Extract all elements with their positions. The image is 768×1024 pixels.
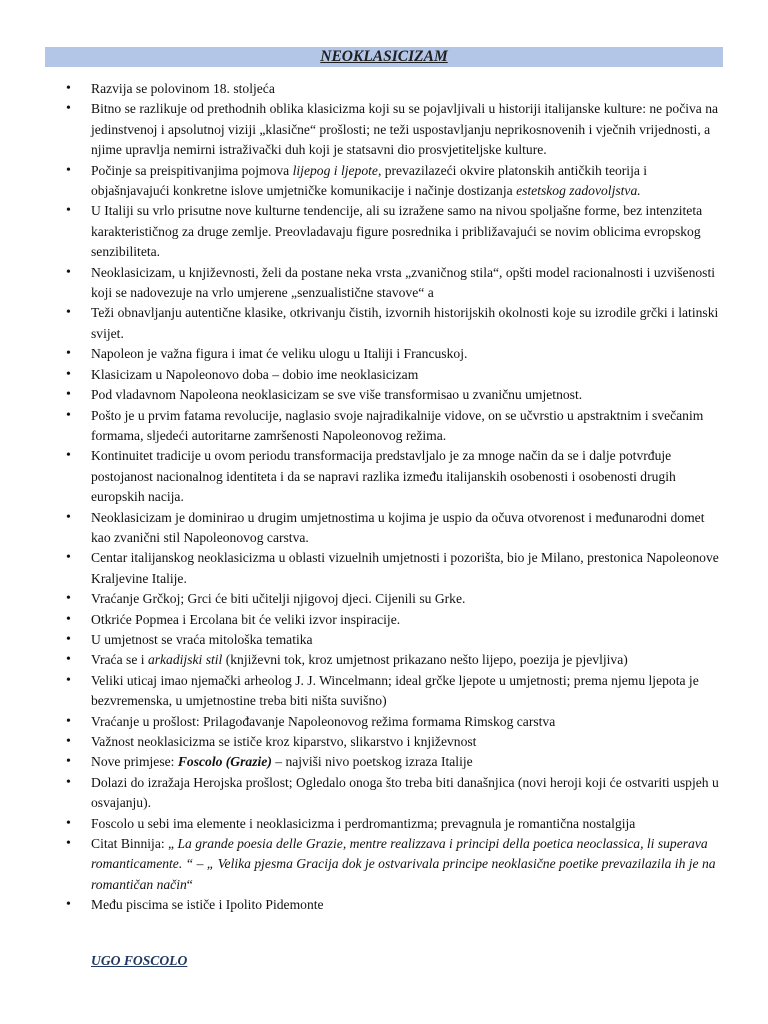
text-segment: Dolazi do izražaja Herojska prošlost; Ogledalo onoga što treba biti današnjica (novi heroji koji će ostvariti uspjeh u osvajanju). xyxy=(91,774,719,811)
bullet-list xyxy=(0,79,768,916)
list-item xyxy=(0,365,768,385)
text-segment: arkadijski stil xyxy=(147,652,223,668)
list-item xyxy=(0,773,768,814)
text-segment: estetskog zadovoljstva. xyxy=(516,183,641,199)
text-segment: Veliki uticaj imao njemački arheolog J. J. Wincelmann; ideal grčke ljepote u umjetnosti; prema njemu ljepota je bezvremenska, u umjetnostine treba biti ništa suvišno) xyxy=(91,672,699,709)
list-item xyxy=(0,99,768,160)
page-title: NEOKLASICIZAM xyxy=(45,47,723,67)
list-item xyxy=(0,671,768,712)
text-segment: “ xyxy=(186,876,193,892)
text-segment: Teži obnavljanju autentične klasike, otkrivanju čistih, izvornih historijskih okolnosti koje su izrodile grčki i latinski svijet. xyxy=(91,305,719,341)
text-segment: Počinje sa preispitivanjima pojmova xyxy=(91,162,293,178)
list-item xyxy=(0,406,768,447)
text-segment: Napoleon je važna figura i imat će veliku ulogu u Italiji i Francuskoj. xyxy=(91,346,468,362)
list-item xyxy=(0,712,768,732)
text-segment: Pod vladavnom Napoleona neoklasicizam se sve više transformisao u zvaničnu umjetnost. xyxy=(91,387,583,403)
text-segment: Važnost neoklasicizma se ističe kroz kiparstvo, slikarstvo i književnost xyxy=(91,734,477,749)
list-item xyxy=(0,79,768,99)
list-item xyxy=(0,610,768,630)
text-segment: La grande poesia delle Grazie, mentre realizzava i principi della poetica neoclassica, li superava romanticamente. “ – „ Velika pjesma Gracija dok je ostvarivala principe neoklasične poetike prevazilazila ih je na romantičan način xyxy=(91,836,716,892)
list-item xyxy=(0,895,768,915)
list-item xyxy=(0,446,768,507)
text-segment: Među piscima se ističe i Ipolito Pidemonte xyxy=(91,897,324,913)
list-item xyxy=(0,508,768,549)
text-segment: Foscolo (Grazie) xyxy=(177,754,272,770)
section-heading-ugo-foscolo[interactable]: UGO FOSCOLO xyxy=(91,953,188,968)
list-item xyxy=(0,752,768,772)
list-item xyxy=(0,161,768,202)
list-item xyxy=(0,732,768,752)
list-item xyxy=(0,548,768,589)
text-segment: (književni tok, kroz umjetnost prikazano nešto lijepo, poezija je pjevljiva) xyxy=(222,652,628,668)
text-segment: Vraćanje u prošlost: Prilagođavanje Napoleonovog režima formama Rimskog carstva xyxy=(91,713,556,729)
text-segment: Razvija se polovinom 18. stoljeća xyxy=(91,81,275,96)
list-item xyxy=(0,201,768,262)
list-item xyxy=(0,630,768,650)
text-segment: Vraćanje Grčkoj; Grci će biti učitelji njigovoj djeci. Cijenili su Grke. xyxy=(91,591,466,607)
text-segment: U umjetnost se vraća mitološka tematika xyxy=(91,631,313,647)
text-segment: Bitno se razlikuje od prethodnih oblika klasicizma koji su se pojavljivali u historiji italijanske kulture: ne počiva na jedinstvenoj i apsolutnoj viziji „klasične“ prošlosti; ne teži uspostavljanju neprikosnovenih i vječnih vrijednosti, a njime upravlja nemirni istraživački duh koji je statsavni dio prosvjetiteljske kulture. xyxy=(91,101,719,158)
text-segment: Centar italijanskog neoklasicizma u oblasti vizuelnih umjetnosti i pozorišta, bio je Milano, prestonica Napoleonove Kraljevine Italije. xyxy=(91,550,719,586)
text-segment: lijepog i ljepote xyxy=(292,162,378,178)
text-segment: Citat Binnija: „ xyxy=(91,836,178,852)
list-item xyxy=(0,814,768,834)
text-segment: – najviši nivo poetskog izraza Italije xyxy=(271,754,473,770)
text-segment: Otkriće Popmea i Ercolana bit će veliki izvor inspiracije. xyxy=(91,611,401,627)
text-segment: Neoklasicizam je dominirao u drugim umjetnostima u kojima je uspio da očuva otvorenost i međunarodni domet kao zvanični stil Napoleonovog carstva. xyxy=(91,509,705,545)
text-segment: Neoklasicizam, u književnosti, želi da postane neka vrsta „zvaničnog stila“, opšti model racionalnosti i uzvišenosti koji se nadovezuje na vrlo umjerene „senzualistične stavove“ a xyxy=(91,264,716,301)
text-segment: Foscolo u sebi ima elemente i neoklasicizma i perdromantizma; prevagnula je romantična nostalgija xyxy=(91,815,636,831)
text-segment: Pošto je u prvim fatama revolucije, naglasio svoje najradikalnije vidove, on se učvrstio u apstraktnim i svečanim formama, sljedeći autoritarne zamršenosti Napoleonovog režima. xyxy=(91,407,704,443)
list-item xyxy=(0,650,768,670)
text-segment: Nove primjese: xyxy=(91,754,178,770)
text-segment: , prevazilazeći okvire platonskih antičkih teorija i objašnjavajući konkretne islove umjetničke komunikacije i načinje dostizanja xyxy=(91,162,648,199)
list-item xyxy=(0,344,768,364)
list-item xyxy=(0,834,768,895)
text-segment: Kontinuitet tradicije u ovom periodu transformacija predstavljalo je za mnoge način da se i dalje potvrđuje postojanost nacionalnog identiteta i da se napravi razlika između italijanskih osobenosti i osobenosti drugih europskih nacija. xyxy=(91,448,676,505)
list-item xyxy=(0,303,768,344)
list-item xyxy=(0,589,768,609)
list-item xyxy=(0,263,768,304)
text-segment: Vraća se i xyxy=(91,652,148,668)
list-item xyxy=(0,385,768,405)
text-segment: U Italiji su vrlo prisutne nove kulturne tendencije, ali su izražene samo na nivou spoljašne forme, bez intenziteta karakterističnog za druge zemlje. Preovladavaju figure posrednika i približavajući se novim oblicima evropskog senzibiliteta. xyxy=(91,203,703,260)
text-segment: Klasicizam u Napoleonovo doba – dobio ime neoklasicizam xyxy=(91,366,419,382)
